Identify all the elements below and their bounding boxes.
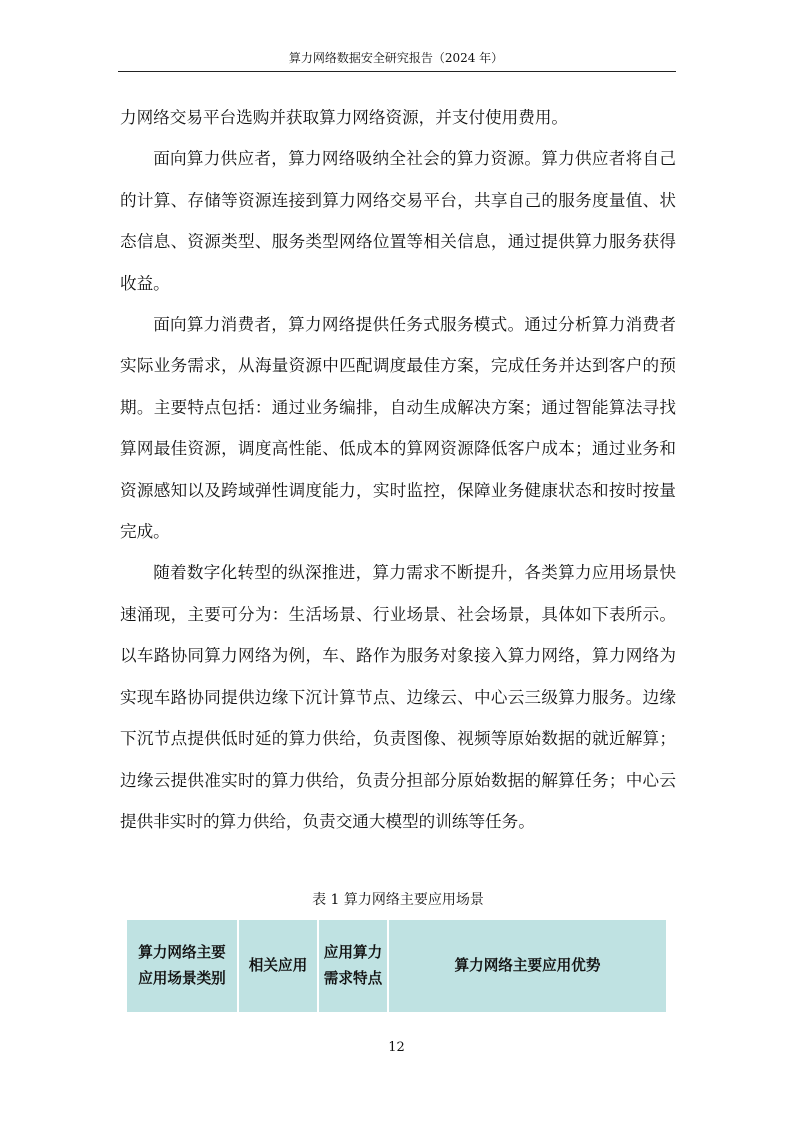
header-divider: [118, 71, 676, 72]
application-scenarios-table: [125, 918, 668, 1014]
paragraph-supplier: 面向算力供应者，算力网络吸纳全社会的算力资源。算力供应者将自己的计算、存储等资源连接到算力网络交易平台，共享自己的服务度量值、状态信息、资源类型、服务类型网络位置等相关信息，通过提供算力服务获得收益。: [120, 149, 676, 293]
header-demand-features: 应用算力需求特点: [319, 920, 387, 1012]
paragraph-scenarios: 随着数字化转型的纵深推进，算力需求不断提升，各类算力应用场景快速涌现，主要可分为：生活场景、行业场景、社会场景，具体如下表所示。以车路协同算力网络为例，车、路作为服务对象接入算力网络，算力网络为实现车路协同提供边缘下沉计算节点、边缘云、中心云三级算力服务。边缘下沉节点提供低时延的算力供给，负责图像、视频等原始数据的就近解算；边缘云提供准实时的算力供给，负责分担部分原始数据的解算任务；中心云提供非实时的算力供给，负责交通大模型的训练等任务。: [120, 563, 676, 831]
header-advantages: 算力网络主要应用优势: [389, 920, 666, 1012]
header-scenario-category: 算力网络主要应用场景类别: [127, 920, 237, 1012]
page-number: 12: [388, 1040, 405, 1055]
header-related-applications: 相关应用: [239, 920, 317, 1012]
paragraph-consumer: 面向算力消费者，算力网络提供任务式服务模式。通过分析算力消费者实际业务需求，从海量资源中匹配调度最佳方案，完成任务并达到客户的预期。主要特点包括：通过业务编排，自动生成解决方案；通过智能算法寻找算网最佳资源，调度高性能、低成本的算网资源降低客户成本；通过业务和资源感知以及跨域弹性调度能力，实时监控，保障业务健康状态和按时按量完成。: [120, 315, 676, 542]
body-text: [120, 97, 676, 842]
paragraph-continuation: 力网络交易平台选购并获取算力网络资源，并支付使用费用。: [120, 108, 569, 127]
running-header: 算力网络数据安全研究报告（2024 年）: [288, 51, 504, 65]
table-caption: 表 1 算力网络主要应用场景: [312, 892, 484, 908]
table-header-row: [127, 920, 666, 1012]
